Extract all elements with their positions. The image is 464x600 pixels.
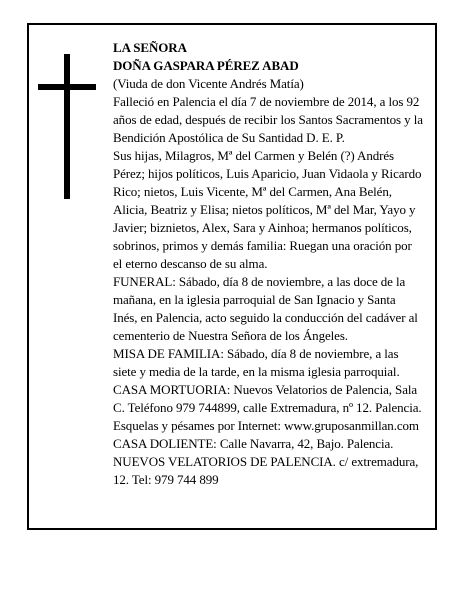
mortuary-paragraph: CASA MORTUORIA: Nuevos Velatorios de Palencia, Sala C. Teléfono 979 744899, calle Extremadura, nº 12. Palencia. Esquelas y pésames por Internet: www.gruposanmillan.com [113, 382, 422, 433]
cross-horizontal-bar [38, 84, 96, 90]
deceased-name: DOÑA GASPARA PÉREZ ABAD [113, 58, 299, 73]
death-paragraph: Falleció en Palencia el día 7 de noviembre de 2014, a los 92 años de edad, después de recibir los Santos Sacramentos y la Bendición Apostólica de Su Santidad D. E. P. [113, 94, 423, 145]
family-paragraph: Sus hijas, Milagros, Mª del Carmen y Belén (?) Andrés Pérez; hijos políticos, Luis Aparicio, Juan Vidaola y Ricardo Rico; nietos, Luis Vicente, Mª del Carmen, Ana Belén, Alicia, Beatriz y Elisa; nietos políticos, Mª del Mar, Yayo y Javier; biznietos, Alex, Sara y Ainhoa; hermanos políticos, sobrinos, primos y demás familia: Ruegan una oración por el eterno descanso de su alma. [113, 148, 422, 271]
deceased-title: LA SEÑORA [113, 40, 187, 55]
funeral-paragraph: FUNERAL: Sábado, día 8 de noviembre, a las doce de la mañana, en la iglesia parroquial de San Ignacio y Santa Inés, en Palencia, acto seguido la conducción del cadáver al cementerio de Nuestra Señora de los Ángeles. [113, 274, 418, 343]
cross-vertical-bar [64, 54, 70, 199]
family-mass-paragraph: MISA DE FAMILIA: Sábado, día 8 de noviembre, a las siete y media de la tarde, en la misma iglesia parroquial. [113, 346, 400, 379]
widow-note: (Viuda de don Vicente Andrés Matía) [113, 76, 304, 91]
funeral-home-paragraph: NUEVOS VELATORIOS DE PALENCIA. c/ extremadura, 12. Tel: 979 744 899 [113, 454, 419, 487]
mourning-home-paragraph: CASA DOLIENTE: Calle Navarra, 42, Bajo. Palencia. [113, 436, 394, 451]
obituary-text [113, 39, 423, 489]
